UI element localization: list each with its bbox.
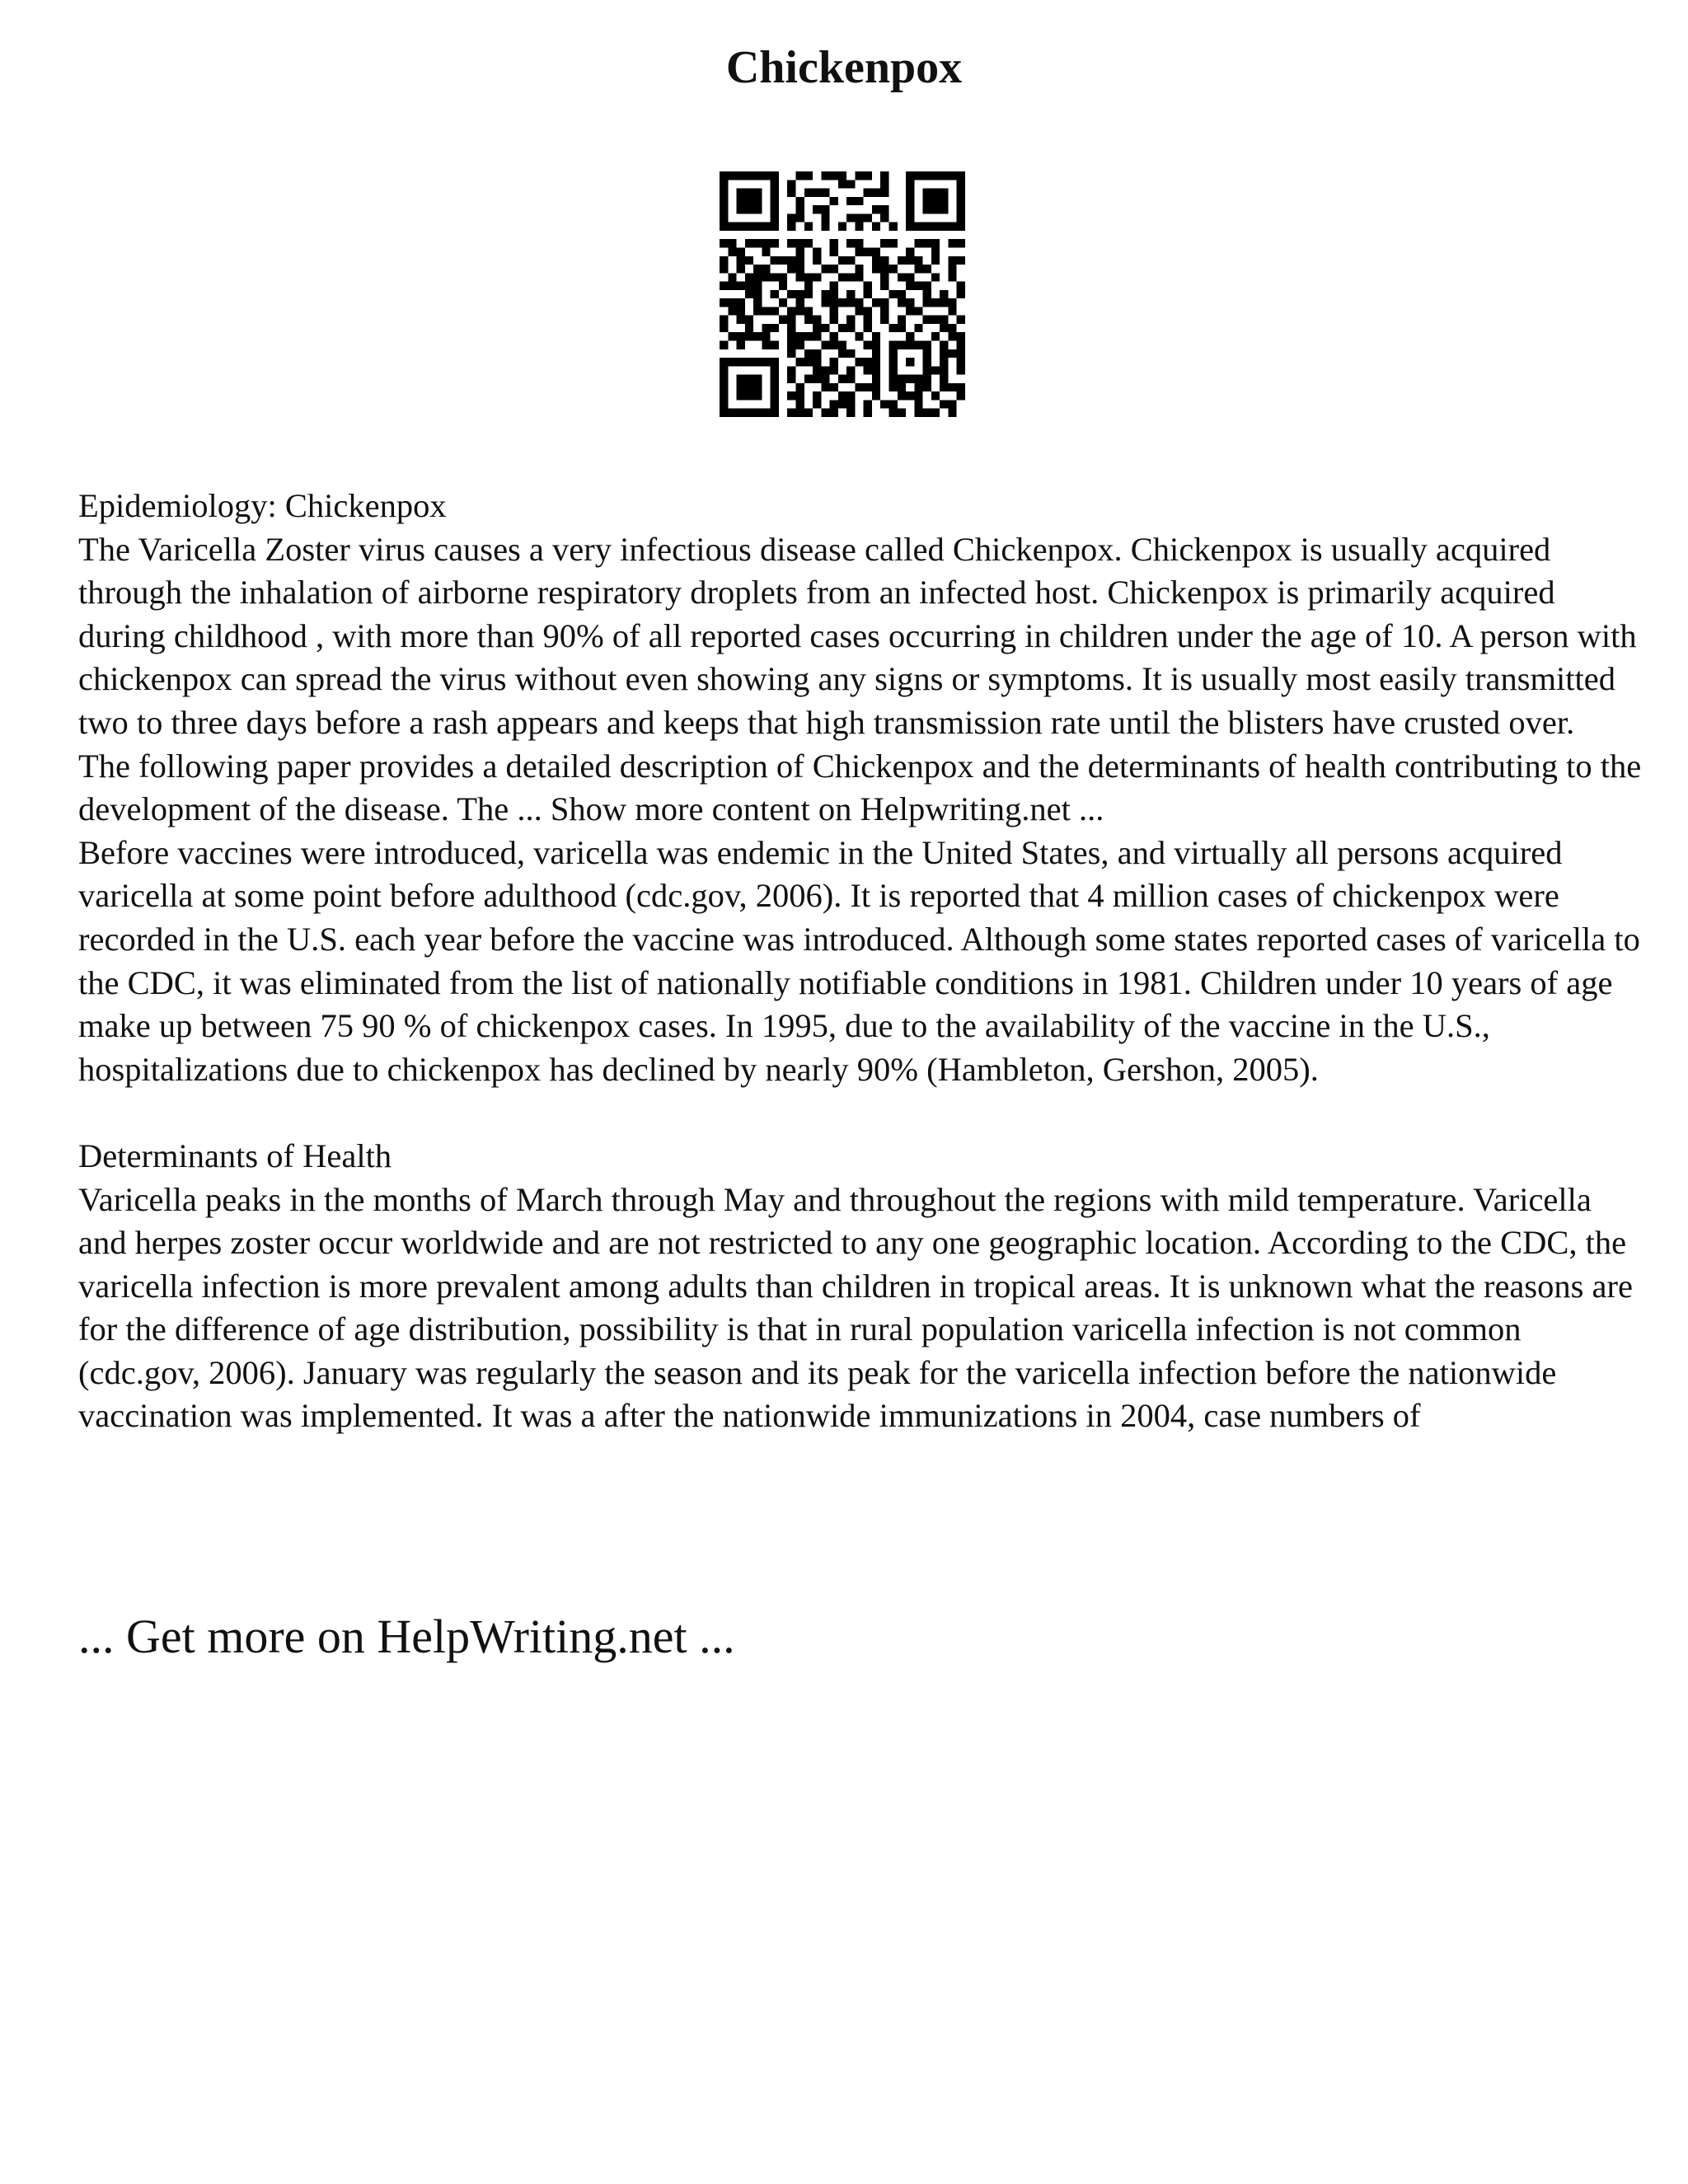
paragraph: Varicella peaks in the months of March through May and throughout the regions with mild temperature. Varicella and herpes zoster occur worldwide and are not restricted to any one geographic location. According to the CDC, the varicella infection is more prevalent among adults than children in tropical areas. It is unknown what the reasons are for the difference of age distribution, possibility is that in rural population varicella infection is not common (cdc.gov, 2006). January was regularly the season and its peak for the varicella infection before the nationwide vaccination was implemented. It was a after the nationwide immunizations in 2004, case numbers of <box>78 1180 1633 1435</box>
paragraph: The following paper provides a detailed description of Chickenpox and the determinants of health contributing to the development of the disease. The ... Show more content on Helpwriting.net ... <box>78 747 1642 828</box>
qr-code-icon <box>720 171 965 417</box>
paragraph: Before vaccines were introduced, varicella was endemic in the United States, and virtually all persons acquired varicella at some point before adulthood (cdc.gov, 2006). It is reported that 4 million cases of chickenpox were recorded in the U.S. each year before the vaccine was introduced. Although some states reported cases of varicella to the CDC, it was eliminated from the list of nationally notifiable conditions in 1981. Children under 10 years of age make up between 75 90 % of chickenpox cases. In 1995, due to the availability of the vaccine in the U.S., hospitalizations due to chickenpox has declined by nearly 90% (Hambleton, Gershon, 2005). <box>78 833 1640 1088</box>
section-heading-epidemiology: Epidemiology: Chickenpox <box>78 487 447 524</box>
get-more-link-text: ... Get more on HelpWriting.net ... <box>78 1610 735 1663</box>
article-body <box>78 485 1644 1438</box>
section-heading-determinants: Determinants of Health <box>78 1137 392 1174</box>
paragraph-spacer <box>78 1091 1644 1135</box>
paragraph: The Varicella Zoster virus causes a very infectious disease called Chickenpox. Chickenpox is usually acquired through the inhalation of airborne respiratory droplets from an infected host. Chickenpox is primarily acquired during childhood , with more than 90% of all reported cases occurring in children under the age of 10. A person with chickenpox can spread the virus without even showing any signs or symptoms. It is usually most easily transmitted two to three days before a rash appears and keeps that high transmission rate until the blisters have crusted over. <box>78 530 1637 741</box>
page-title: Chickenpox <box>725 42 963 93</box>
